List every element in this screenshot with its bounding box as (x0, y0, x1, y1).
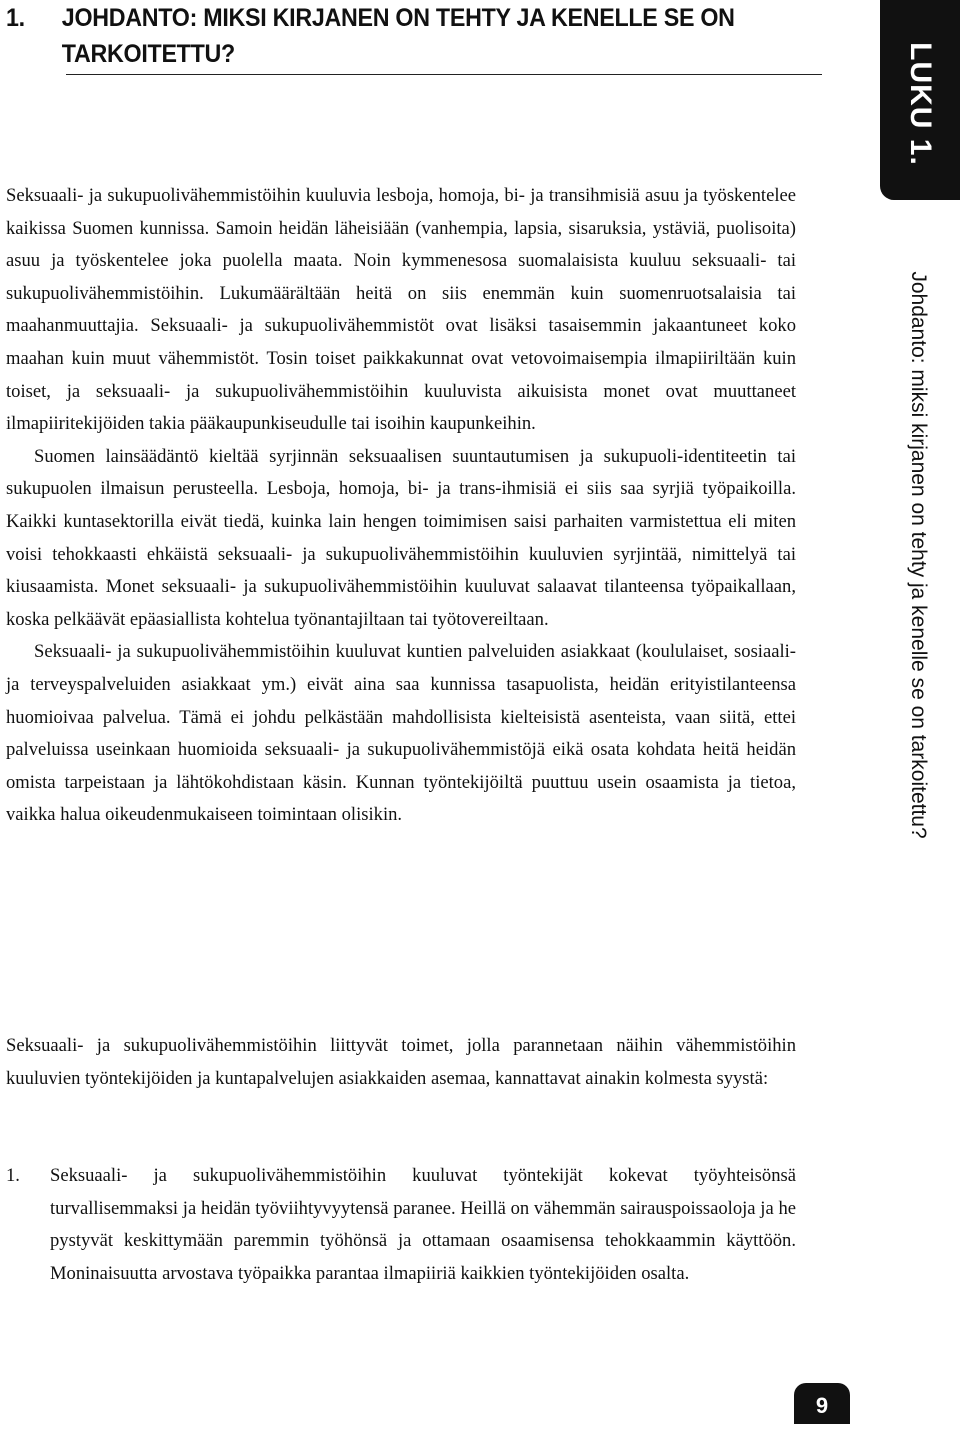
list-item-number: 1. (6, 1165, 20, 1186)
chapter-heading (6, 0, 750, 72)
heading-rule (66, 74, 822, 75)
chapter-heading-line2: TARKOITETTU? (61, 40, 235, 68)
paragraph: Suomen lainsäädäntö kieltää syrjinnän seksuaalisen suuntautumisen ja sukupuoli-identiteetin tai sukupuolen ilmaisun perusteella. Lesboja, homoja, bi- ja trans-ihmisiä ei siis saa syrjiä työpaikoilla. Kaikki kuntasektorilla eivät tiedä, kuinka lain hengen toimimisen saisi parhaiten varmistettua eli miten voisi tehokkaasti ehkäistä seksuaali- ja sukupuolivähemmistöihin kuuluvien syrjintää, nimittelyä tai kiusaamista. Monet seksuaali- ja sukupuolivähemmistöihin kuuluvat salaavat tilanteensa työpaikallaan, koska pelkäävät epäasiallista kohtelua työnantajiltaan tai työtovereiltaan. (6, 445, 796, 630)
paragraph: Seksuaali- ja sukupuolivähemmistöihin kuuluvia lesboja, homoja, bi- ja transihmisiä asuu ja työskentelee kaikissa Suomen kunnissa. Samoin heidän läheisiään (vanhempia, lapsia, sisaruksia, ystäviä, puolisoita) asuu ja työskentelee joka puolella maata. Noin kymmenesosa suomalaisista kuuluu seksuaali- tai sukupuolivähemmistöihin. Lukumäärältään heitä on siis enemmän kuin suomenruotsalaisia tai maahanmuuttajia. Seksuaali- ja sukupuolivähemmistöt ovat lisäksi tasaisemmin jakaantuneet koko maahan kuin muut vähemmistöt. Tosin toiset paikkakunnat ovat vetovoimaisempia ilmapiiriltään kuin toiset, ja seksuaali- ja sukupuolivähemmistöihin kuuluvista aikuisista monet ovat muuttaneet ilmapiiritekijöiden takia pääkaupunkiseudulle tai isoihin kaupunkeihin. (6, 185, 796, 435)
running-chapter-title: Johdanto: miksi kirjanen on tehty ja kenelle se on tarkoitettu? (907, 271, 930, 839)
paragraph: Seksuaali- ja sukupuolivähemmistöihin liittyvät toimet, jolla parannetaan näihin vähemmistöihin kuuluvien työntekijöiden ja kuntapalvelujen asiakkaiden asemaa, kannattavat ainakin kolmesta syystä: (6, 1035, 796, 1089)
chapter-tab-label: LUKU 1. (904, 42, 937, 166)
reasons-intro (6, 1030, 796, 1095)
list-item-text: Seksuaali- ja sukupuolivähemmistöihin kuuluvat työntekijät kokevat työyhteisönsä turvallisemmaksi ja heidän työviihtyvyytensä paranee. Heillä on vähemmän sairauspoissaoloja ja he pystyvät keskittymään paremmin työhönsä ja ottamaan osaamisensa tehokkaammin käyttöön. Moninaisuutta arvostava työpaikka parantaa ilmapiiriä kaikkien työntekijöiden osalta. (50, 1165, 796, 1284)
paragraph: Seksuaali- ja sukupuolivähemmistöihin kuuluvat kuntien palveluiden asiakkaat (koululaiset, sosiaali- ja terveyspalveluiden asiakkaat ym.) eivät aina saa kunnissa tasapuolista, heidän erityistilanteensa huomioivaa palvelua. Tämä ei johdu pelkästään mahdollisista kielteisistä asenteista, vaan siitä, ettei palveluissa useinkaan huomioida seksuaali- ja sukupuolivähemmistöjä eikä osata kohdata heitä heidän omista tarpeistaan ja lähtökohdistaan käsin. Kunnan työntekijöiltä puuttuu usein osaamista ja tietoa, vaikka halua oikeudenmukaiseen toimintaan olisikin. (6, 641, 796, 826)
list-item (6, 1160, 796, 1290)
chapter-heading-line1: JOHDANTO: MIKSI KIRJANEN ON TEHTY JA KENELLE SE ON (61, 4, 735, 32)
chapter-number: 1. (6, 4, 25, 32)
intro-text (6, 180, 796, 832)
page-number: 9 (794, 1383, 850, 1424)
